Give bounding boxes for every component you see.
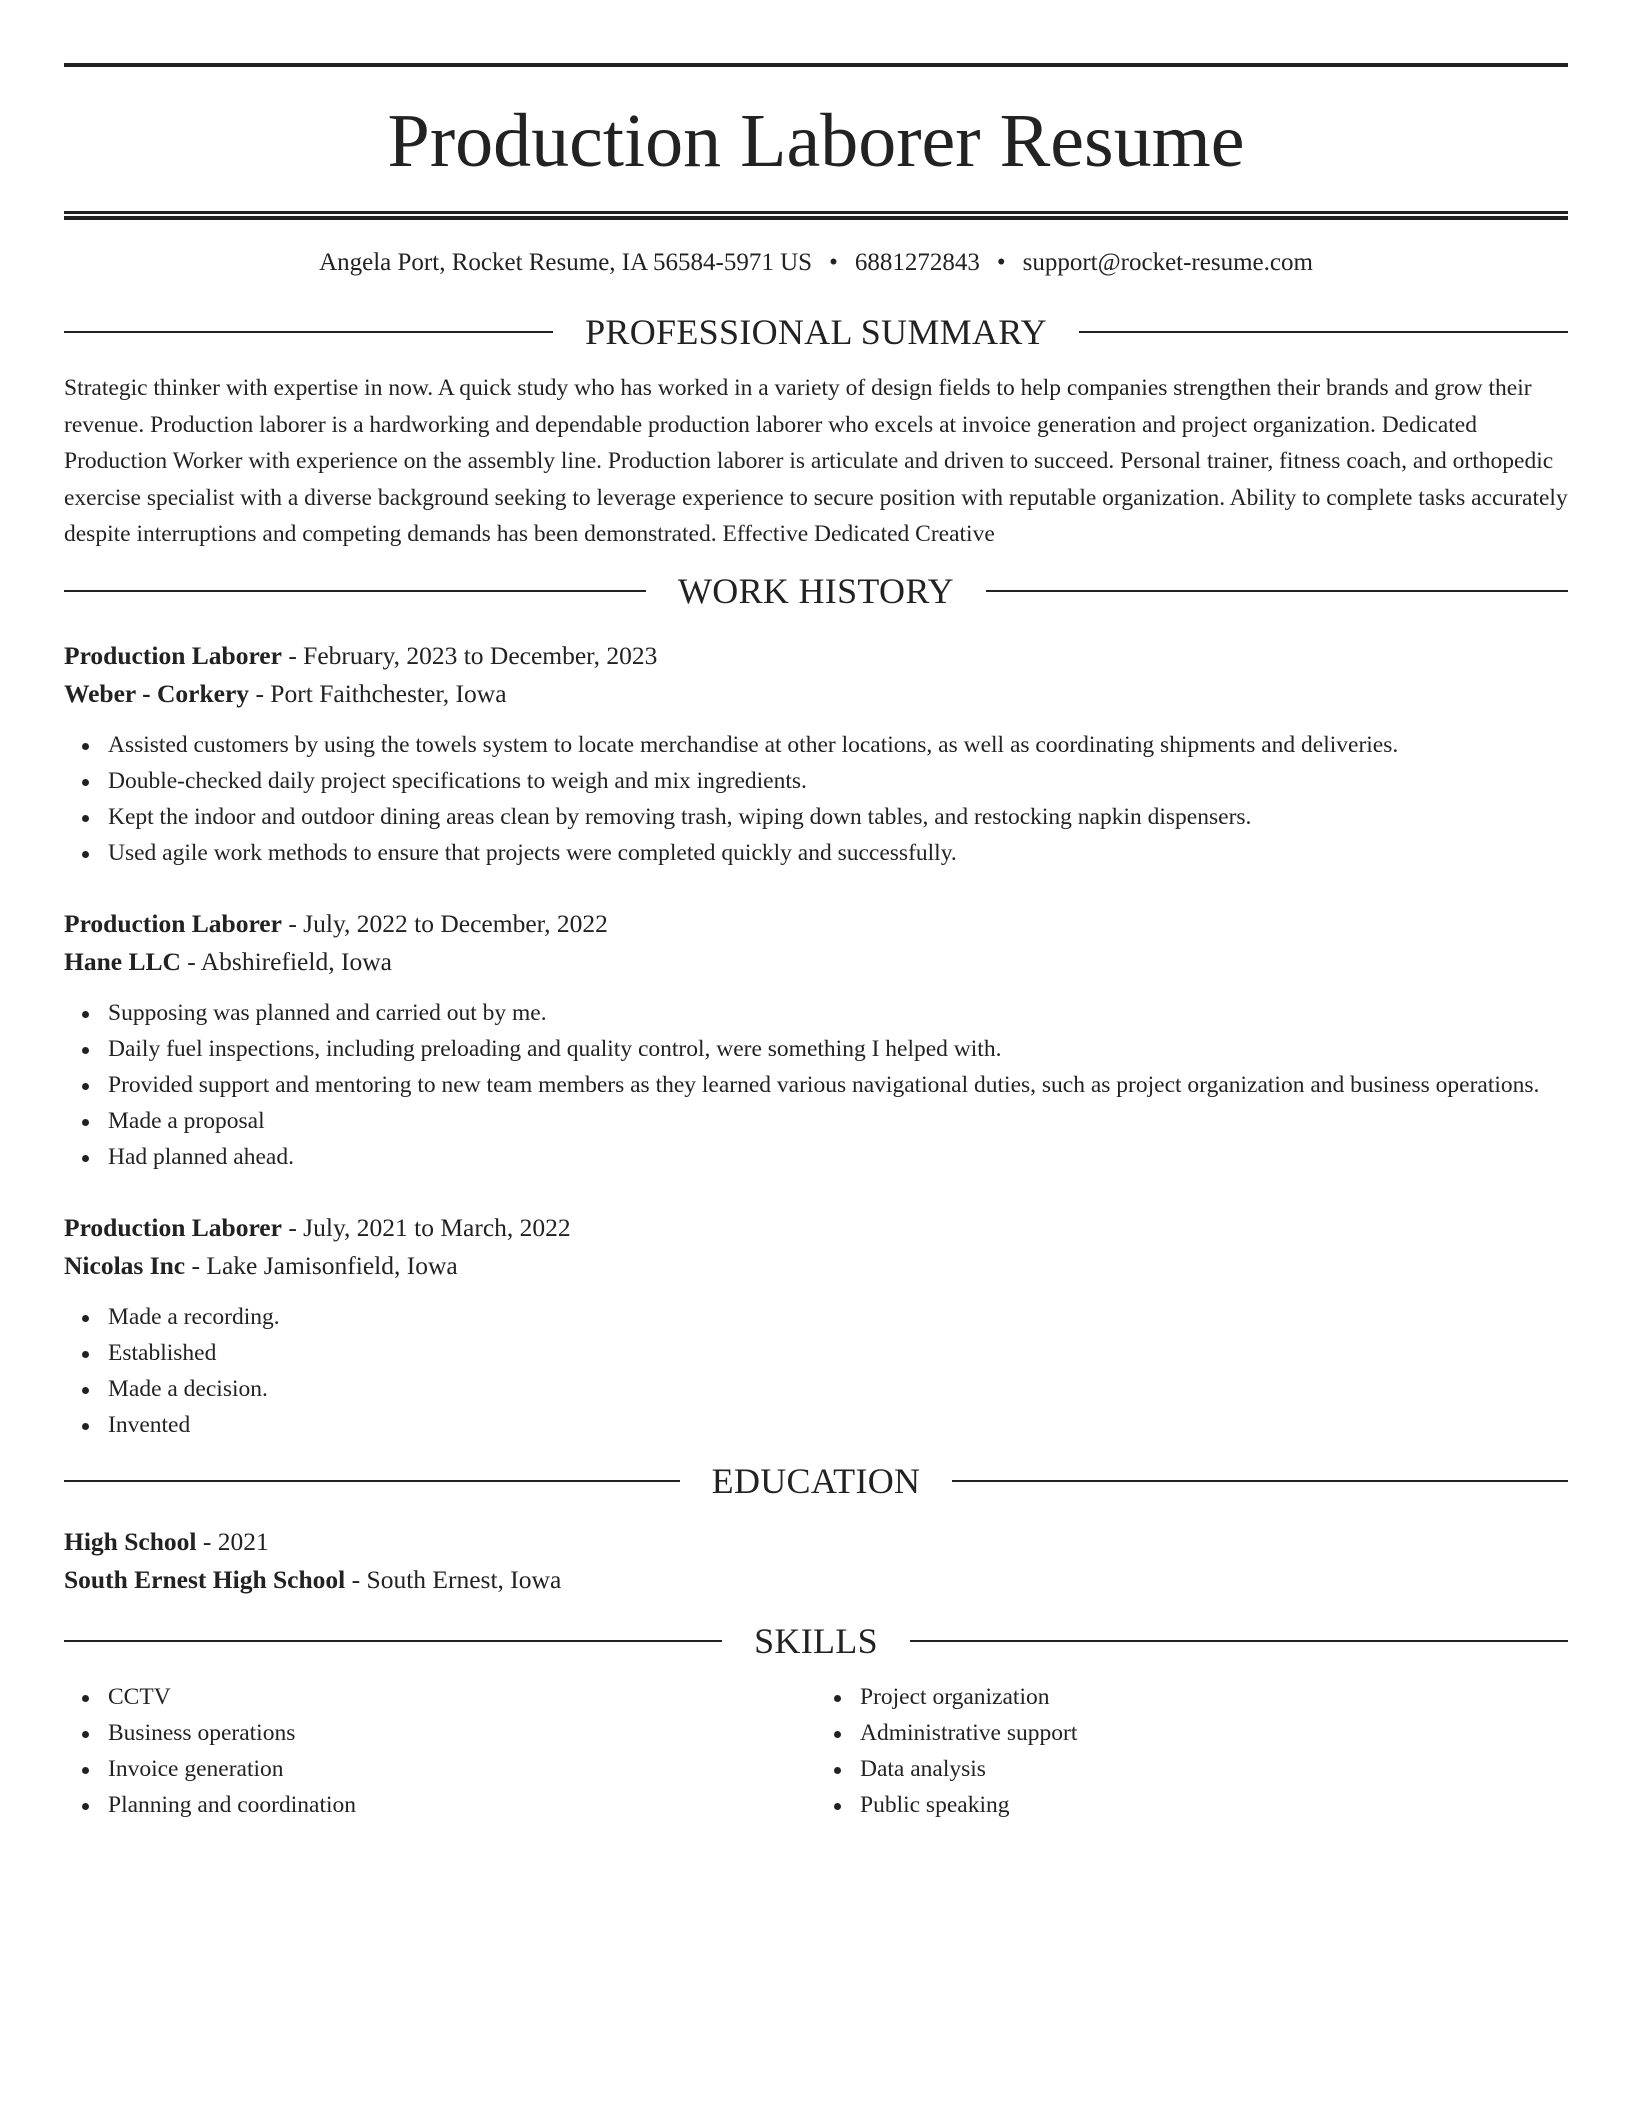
list-item: Made a recording. bbox=[64, 1299, 1568, 1335]
job-company-line bbox=[64, 675, 1568, 713]
job-bullets bbox=[64, 1299, 1568, 1443]
list-item: Made a decision. bbox=[64, 1371, 1568, 1407]
job-company-line bbox=[64, 943, 1568, 981]
list-item: Project organization bbox=[816, 1679, 1568, 1715]
list-item: Planning and coordination bbox=[64, 1787, 816, 1823]
contact-separator: • bbox=[829, 249, 838, 276]
education-degree-line bbox=[64, 1523, 1568, 1561]
job-title-line bbox=[64, 637, 1568, 675]
education-degree: High School bbox=[64, 1526, 197, 1556]
education-location: - South Ernest, Iowa bbox=[345, 1564, 562, 1594]
job-bullets bbox=[64, 727, 1568, 871]
job-title: Production Laborer bbox=[64, 1212, 282, 1242]
skills-section-heading bbox=[64, 1620, 1568, 1661]
heading-rule-right bbox=[1079, 331, 1568, 333]
job-location: - Abshirefield, Iowa bbox=[180, 946, 392, 976]
list-item: Established bbox=[64, 1335, 1568, 1371]
contact-line bbox=[64, 248, 1568, 278]
education-section-heading bbox=[64, 1460, 1568, 1501]
header-double-rule bbox=[64, 211, 1568, 220]
job-title: Production Laborer bbox=[64, 640, 282, 670]
job-location: - Port Faithchester, Iowa bbox=[249, 678, 507, 708]
heading-rule-right bbox=[910, 1640, 1568, 1642]
job-dates: - July, 2021 to March, 2022 bbox=[281, 1212, 571, 1242]
list-item: Business operations bbox=[64, 1715, 816, 1751]
list-item: Supposing was planned and carried out by me. bbox=[64, 995, 1568, 1031]
list-item: Made a proposal bbox=[64, 1103, 1568, 1139]
list-item: Had planned ahead. bbox=[64, 1139, 1568, 1175]
heading-rule-right bbox=[952, 1480, 1568, 1482]
education-heading: EDUCATION bbox=[711, 1460, 921, 1501]
education-school: South Ernest High School bbox=[64, 1564, 346, 1594]
education-school-line bbox=[64, 1561, 1568, 1599]
job-dates: - July, 2022 to December, 2022 bbox=[281, 908, 608, 938]
job-company: Weber - Corkery bbox=[64, 678, 250, 708]
skills-list-left bbox=[64, 1679, 816, 1823]
job-company: Hane LLC bbox=[64, 946, 181, 976]
heading-rule-left bbox=[64, 331, 553, 333]
contact-address: Angela Port, Rocket Resume, IA 56584-5971 US bbox=[319, 249, 813, 276]
contact-separator: • bbox=[996, 249, 1006, 276]
list-item: CCTV bbox=[64, 1679, 816, 1715]
list-item: Double-checked daily project specifications to weigh and mix ingredients. bbox=[64, 763, 1568, 799]
list-item: Administrative support bbox=[816, 1715, 1568, 1751]
list-item: Invoice generation bbox=[64, 1751, 816, 1787]
summary-text: Strategic thinker with expertise in now. A quick study who has worked in a variety of design fields to help companies strengthen their brands and grow their revenue. Production laborer is a hardworking and dependable production laborer who excels at invoice generation and project organization. Dedicated Production Worker with experience on the assembly line. Production laborer is articulate and driven to succeed. Personal trainer, fitness coach, and orthopedic exercise specialist with a diverse background seeking to leverage experience to secure position with reputable organization. Ability to complete tasks accurately despite interruptions and competing demands has been demonstrated. Effective Dedicated Creative bbox=[64, 375, 1568, 547]
list-item: Provided support and mentoring to new team members as they learned various navigational duties, such as project organization and business operations. bbox=[64, 1067, 1568, 1103]
job-title-line bbox=[64, 1209, 1568, 1247]
job-dates: - February, 2023 to December, 2023 bbox=[281, 640, 658, 670]
list-item: Invented bbox=[64, 1407, 1568, 1443]
job-company-line bbox=[64, 1247, 1568, 1285]
skills-column-left bbox=[64, 1679, 816, 1823]
list-item: Public speaking bbox=[816, 1787, 1568, 1823]
education-entry bbox=[64, 1523, 1568, 1599]
work-section-heading bbox=[64, 570, 1568, 611]
job-company: Nicolas Inc bbox=[64, 1250, 186, 1280]
list-item: Data analysis bbox=[816, 1751, 1568, 1787]
heading-rule-left bbox=[64, 1640, 722, 1642]
list-item: Kept the indoor and outdoor dining areas clean by removing trash, wiping down tables, and restocking napkin dispensers. bbox=[64, 799, 1568, 835]
job-location: - Lake Jamisonfield, Iowa bbox=[185, 1250, 458, 1280]
summary-heading: PROFESSIONAL SUMMARY bbox=[585, 312, 1047, 352]
job-entry-1 bbox=[64, 637, 1568, 871]
list-item: Used agile work methods to ensure that projects were completed quickly and successfully. bbox=[64, 835, 1568, 871]
summary-section-heading bbox=[64, 314, 1568, 350]
job-title-line bbox=[64, 905, 1568, 943]
contact-phone: 6881272843 bbox=[854, 249, 980, 276]
header-top-rule bbox=[64, 63, 1568, 67]
work-heading: WORK HISTORY bbox=[678, 570, 954, 611]
heading-rule-left bbox=[64, 1480, 680, 1482]
heading-rule-left bbox=[64, 590, 646, 592]
job-title: Production Laborer bbox=[64, 908, 282, 938]
education-year: - 2021 bbox=[196, 1526, 269, 1556]
skills-list-right bbox=[816, 1679, 1568, 1823]
skills-column-right bbox=[816, 1679, 1568, 1823]
skills-heading: SKILLS bbox=[754, 1620, 878, 1661]
list-item: Assisted customers by using the towels system to locate merchandise at other locations, as well as coordinating shipments and deliveries. bbox=[64, 727, 1568, 763]
job-entry-3 bbox=[64, 1209, 1568, 1443]
resume-title: Production Laborer Resume bbox=[387, 99, 1245, 183]
job-entry-2 bbox=[64, 905, 1568, 1175]
skills-grid bbox=[64, 1679, 1568, 1823]
heading-rule-right bbox=[986, 590, 1568, 592]
contact-email: support@rocket-resume.com bbox=[1022, 249, 1313, 276]
list-item: Daily fuel inspections, including preloading and quality control, were something I helped with. bbox=[64, 1031, 1568, 1067]
job-bullets bbox=[64, 995, 1568, 1175]
